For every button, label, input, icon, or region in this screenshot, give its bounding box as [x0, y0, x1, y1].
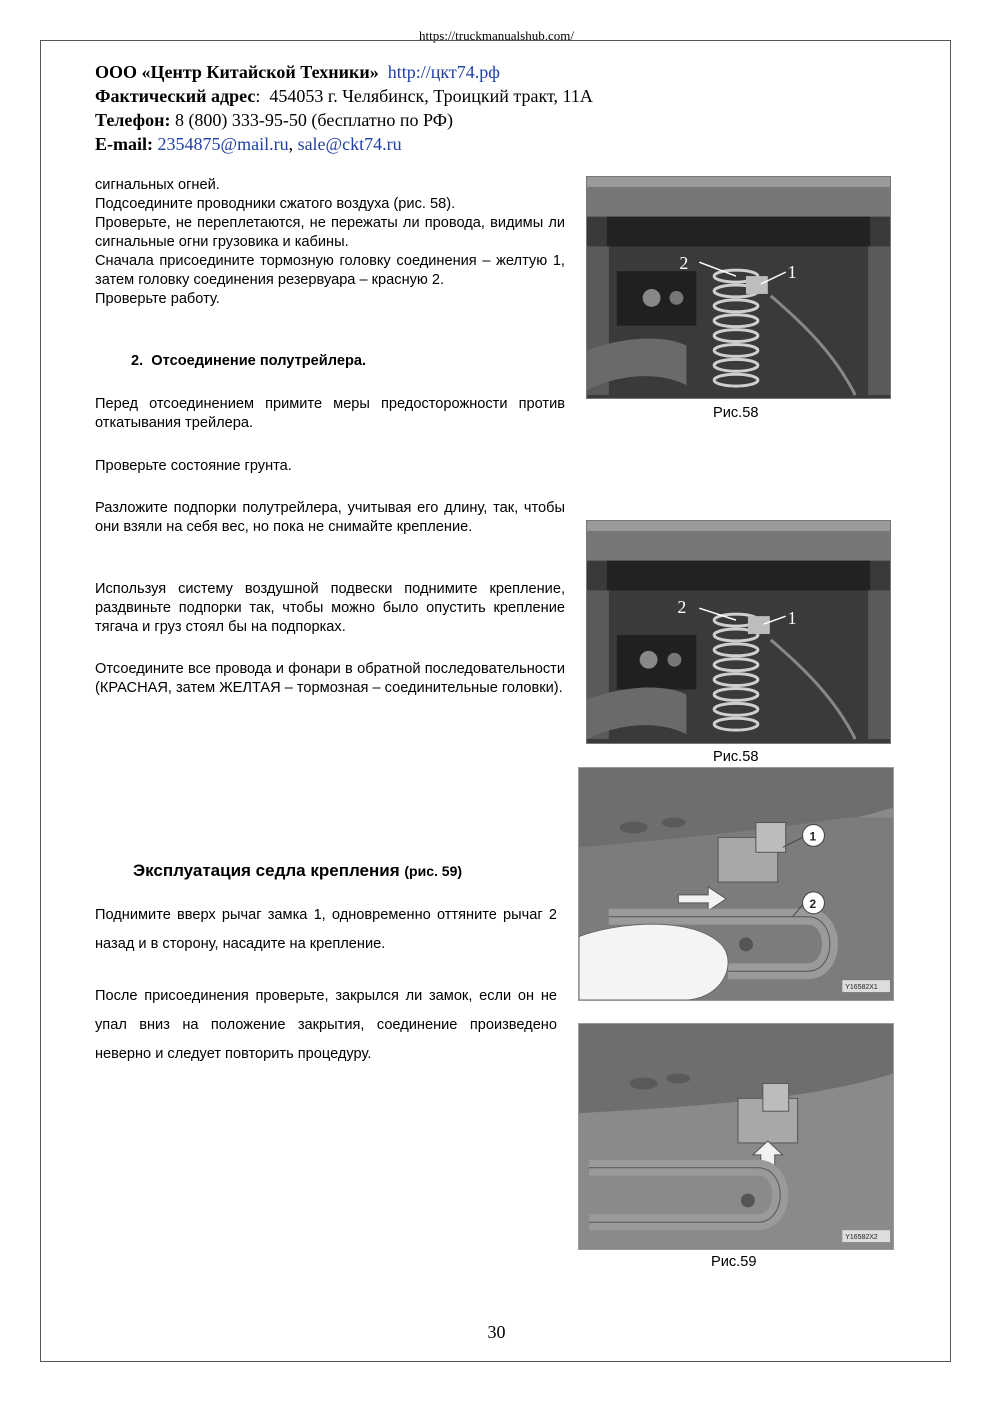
email-label: E-mail: — [95, 134, 153, 154]
address-line: Фактический адрес: 454053 г. Челябинск, Троицкий тракт, 11А — [95, 86, 593, 106]
instruction-line: Проверьте, не переплетаются, не пережаты ли провода, видимы ли сигнальные огни грузовика и кабины. — [95, 215, 565, 250]
email-link-2[interactable]: sale@ckt74.ru — [297, 134, 402, 154]
page-number: 30 — [487, 1322, 506, 1342]
figure-58-photo-2 — [586, 520, 891, 744]
company-header — [95, 60, 593, 156]
figure-caption: Рис.58 — [713, 405, 759, 421]
instruction-line: Сначала присоедините тормозную головку соединения – желтую 1, затем головку соединения резервуара – красную 2. — [95, 253, 565, 288]
section-heading-ref: (рис. 59) — [404, 863, 463, 879]
callout-2: 2 — [677, 597, 687, 618]
photo-code: Y16582X2 — [845, 1234, 878, 1242]
figure-caption: Рис.58 — [713, 749, 759, 765]
callout-1: 1 — [787, 262, 797, 283]
figure-59-photo-1 — [578, 767, 894, 1001]
paragraph — [95, 901, 557, 959]
paragraph-text: Используя систему воздушной подвески поднимите крепление, раздвиньте подпорки так, чтобы можно было опустить крепление тягача и груз стоял бы на подпорках. — [95, 581, 565, 635]
company-name: ООО «Центр Китайской Техники» — [95, 62, 379, 82]
company-line — [95, 60, 593, 84]
connection-instructions — [95, 176, 565, 309]
paragraph-text: Проверьте состояние грунта. — [95, 458, 292, 474]
phone-label: Телефон: — [95, 110, 171, 130]
figure-59-photo-2 — [578, 1023, 894, 1250]
paragraph — [95, 660, 565, 698]
paragraph-text: Перед отсоединением примите меры предосторожности против откатывания трейлера. — [95, 396, 565, 431]
air-hoses-photo — [587, 521, 890, 743]
paragraph-text: После присоединения проверьте, закрылся ли замок, если он не упал вниз на положение закрытия, соединение произведено неверно и следует повторить процедуру. — [95, 988, 557, 1062]
email-line — [95, 132, 593, 156]
email-link-1[interactable]: 2354875@mail.ru — [157, 134, 289, 154]
paragraph-text: Поднимите вверх рычаг замка 1, одновременно оттяните рычаг 2 назад и в сторону, насадите на крепление. — [95, 907, 557, 952]
paragraph-text: Разложите подпорки полутрейлера, учитывая его длину, так, чтобы они взяли на себя вес, но пока не снимайте крепление. — [95, 500, 565, 535]
section-heading-fifth-wheel — [133, 860, 462, 882]
address-label: Фактический адрес — [95, 86, 256, 106]
figure-58-photo-1 — [586, 176, 891, 399]
phone-line — [95, 108, 593, 132]
instruction-line: Проверьте работу. — [95, 291, 220, 307]
section-heading-text: Отсоединение полутрейлера. — [151, 353, 367, 369]
paragraph — [95, 499, 565, 537]
instruction-line: Подсоедините проводники сжатого воздуха (рис. 58). — [95, 196, 456, 212]
paragraph — [95, 982, 557, 1069]
callout-1: 1 — [787, 608, 797, 629]
fifth-wheel-lock-closed-photo — [579, 1024, 893, 1249]
company-site-link[interactable]: http://цкт74.рф — [387, 62, 500, 82]
section-heading-disconnect — [131, 352, 366, 371]
callout-2: 2 — [809, 896, 817, 911]
air-hoses-photo — [587, 177, 890, 398]
paragraph — [95, 395, 565, 433]
callout-2: 2 — [679, 253, 689, 274]
figure-caption: Рис.59 — [711, 1254, 757, 1270]
fifth-wheel-lock-photo — [579, 768, 893, 1000]
address-value: 454053 г. Челябинск, Троицкий тракт, 11А — [269, 86, 593, 106]
source-url[interactable]: https://truckmanualshub.com/ — [419, 28, 574, 43]
section-heading-text: Эксплуатация седла крепления — [133, 861, 400, 880]
photo-code: Y16582X1 — [845, 984, 878, 992]
email-separator: , — [288, 134, 294, 154]
callout-1: 1 — [809, 829, 817, 844]
paragraph — [95, 457, 565, 476]
paragraph — [95, 580, 565, 637]
phone-value: 8 (800) 333-95-50 (бесплатно по РФ) — [174, 110, 453, 130]
section-number: 2. — [131, 353, 144, 369]
instruction-line: сигнальных огней. — [95, 177, 220, 193]
paragraph-text: Отсоедините все провода и фонари в обратной последовательности (КРАСНАЯ, затем ЖЕЛТАЯ – тормозная – соединительные головки). — [95, 661, 565, 696]
